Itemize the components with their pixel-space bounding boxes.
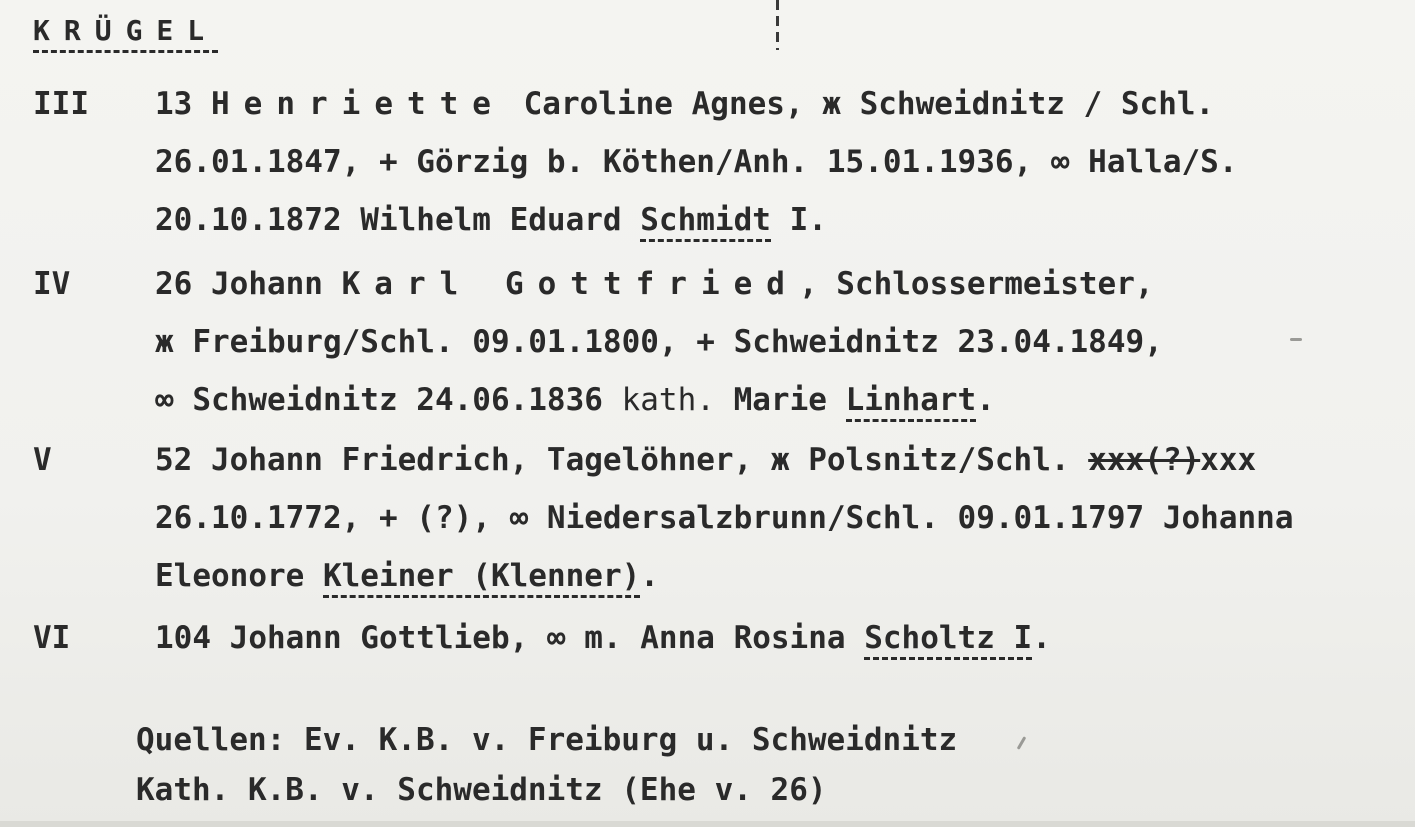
text-segment: ∞ Schweidnitz 24.06.1836 [155, 382, 622, 418]
text-segment: 52 Johann Friedrich, Tagelöhner, ж Polsnitz/Schl. [155, 442, 1089, 478]
generation-label: V [33, 442, 52, 478]
entry-line [155, 618, 1051, 676]
underlined-surname: Schmidt [640, 202, 771, 242]
entry-line [155, 200, 1238, 258]
entry-line [155, 380, 1163, 438]
text-segment: , Schlossermeister, [798, 266, 1154, 302]
entry-line [155, 440, 1293, 498]
entry-text [155, 84, 1238, 258]
generation-label: IV [33, 266, 71, 302]
entry-line [155, 142, 1238, 200]
text-segment: Caroline Agnes, ж Schweidnitz / Schl. [504, 86, 1215, 122]
entry-line [155, 322, 1163, 380]
text-segment: I. [770, 202, 827, 238]
text-segment: 13 [155, 86, 211, 122]
sources-block [136, 720, 957, 820]
underlined-surname: Kleiner (Klenner) [323, 558, 640, 598]
entry-text [155, 618, 1051, 676]
text-segment: 20.10.1872 Wilhelm Eduard [155, 202, 641, 238]
text-segment: 26 Johann [155, 266, 342, 302]
generation-label: III [33, 86, 89, 122]
text-segment: Eleonore [155, 558, 323, 594]
page-title: KRÜGEL [33, 14, 218, 53]
text-segment: ж Freiburg/Schl. 09.01.1800, + Schweidnitz 23.04.1849, [155, 324, 1163, 360]
entry-line [155, 84, 1238, 142]
entry-line [155, 556, 1293, 614]
text-segment: 26.10.1772, + (?), ∞ Niedersalzbrunn/Schl. 09.01.1797 Johanna [155, 500, 1294, 536]
paper-speck [1017, 736, 1027, 750]
text-segment: 26.01.1847, + Görzig b. Köthen/Anh. 15.01.1936, ∞ Halla/S. [155, 144, 1238, 180]
text-segment: Marie [714, 382, 846, 418]
entry-line [155, 498, 1293, 556]
spaced-given-name: Henriette [211, 86, 505, 122]
entry-text [155, 264, 1163, 438]
text-segment: xxx [1200, 442, 1257, 478]
text-segment: . [1032, 620, 1051, 656]
text-segment: . [640, 558, 659, 594]
text-segment: kath. [621, 382, 715, 418]
fold-mark [776, 0, 779, 50]
paper-speck [1290, 338, 1302, 341]
struck-out-text: xxx(?) [1088, 442, 1201, 478]
text-segment: 104 Johann Gottlieb, ∞ m. Anna Rosina [155, 620, 865, 656]
entry-text [155, 440, 1293, 614]
text-segment: . [976, 382, 995, 418]
entry-line [155, 264, 1163, 322]
sources-line: Quellen: Ev. K.B. v. Freiburg u. Schweidnitz [136, 722, 958, 758]
sources-line: Kath. K.B. v. Schweidnitz (Ehe v. 26) [136, 772, 827, 808]
generation-label: VI [33, 620, 71, 656]
underlined-surname: Scholtz I [864, 620, 1032, 660]
underlined-surname: Linhart [846, 382, 977, 422]
spaced-given-name: Karl Gottfried [341, 266, 799, 302]
